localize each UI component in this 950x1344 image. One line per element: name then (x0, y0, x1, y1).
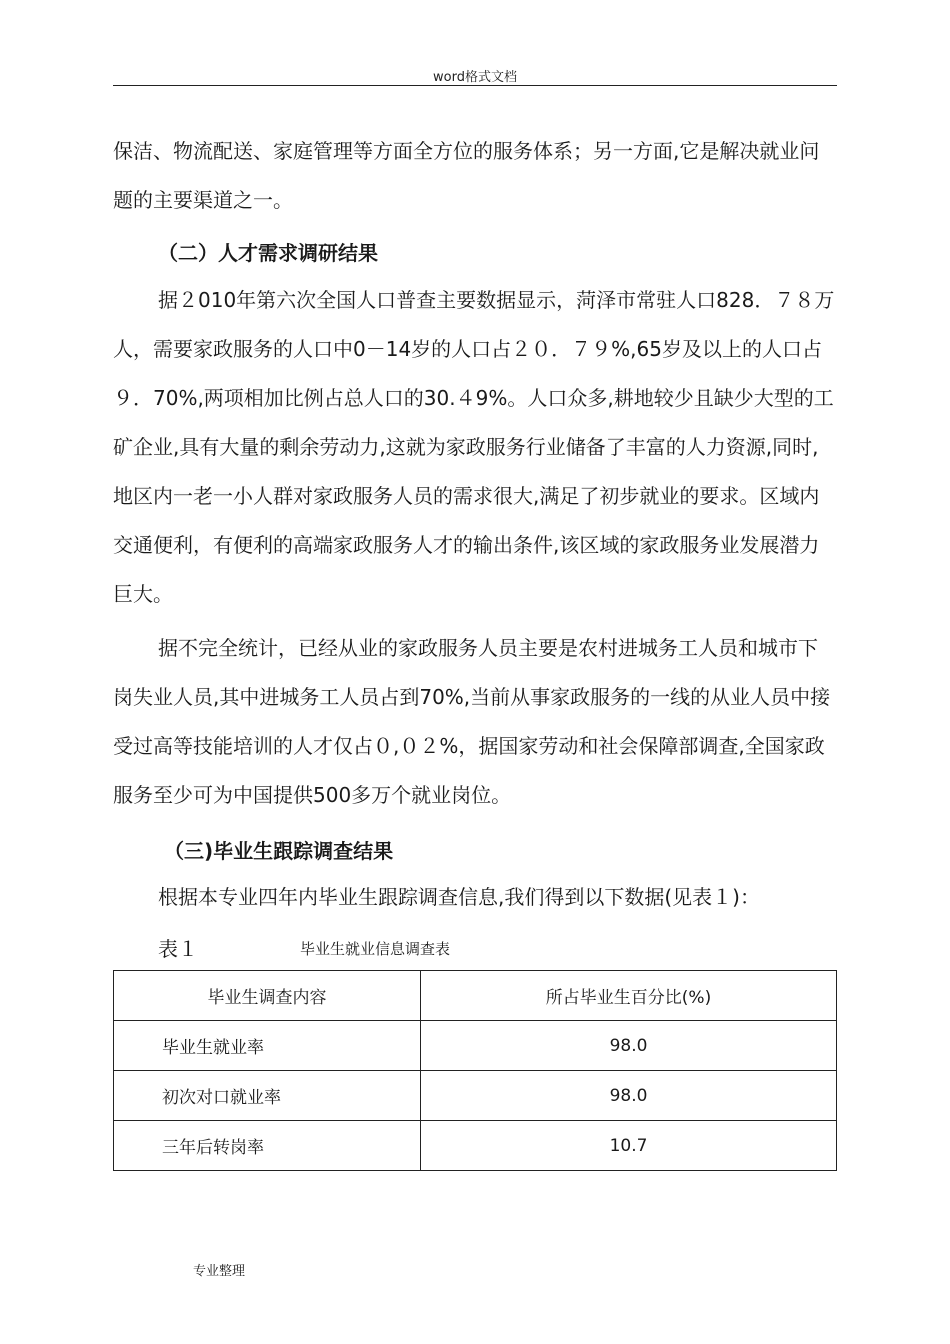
table-row (114, 1121, 837, 1171)
paragraph-2: 据２010年第六次全国人口普查主要数据显示，菏泽市常驻人口828．７８万人，需要家政服务的人口中0－14岁的人口占２０．７９%,65岁及以上的人口占９．70%,两项相加比例占总人口的30.４9%。人口众多,耕地较少且缺少大型的工矿企业,具有大量的剩余劳动力,这就为家政服务行业储备了丰富的人力资源,同时,地区内一老一小人群对家政服务人员的需求很大,满足了初步就业的要求。区域内交通便利，有便利的高端家政服务人才的输出条件,该区域的家政服务业发展潜力巨大。 (113, 288, 835, 606)
table-caption: 表１ (158, 937, 198, 961)
paragraph-4: 根据本专业四年内毕业生跟踪调查信息,我们得到以下数据(见表１)： (158, 885, 760, 909)
table-row (114, 1021, 837, 1071)
page-header: word格式文档 (433, 70, 517, 85)
column-header: 所占毕业生百分比(%) (421, 971, 837, 1021)
table-cell: 初次对口就业率 (114, 1071, 421, 1121)
table-row (114, 1071, 837, 1121)
paragraph-1: 保洁、物流配送、家庭管理等方面全方位的服务体系；另一方面,它是解决就业问题的主要渠道之一。 (113, 139, 820, 212)
table-cell: 98.0 (421, 1071, 837, 1121)
table-cell: 98.0 (421, 1021, 837, 1071)
table-cell: 三年后转岗率 (114, 1121, 421, 1171)
table-cell: 毕业生就业率 (114, 1021, 421, 1071)
section-heading-3: （三)毕业生跟踪调查结果 (164, 839, 394, 863)
paragraph-3: 据不完全统计，已经从业的家政服务人员主要是农村进城务工人员和城市下岗失业人员,其中进城务工人员占到70%,当前从事家政服务的一线的从业人员中接受过高等技能培训的人才仅占０,０２%，据国家劳动和社会保障部调查,全国家政服务至少可为中国提供500多万个就业岗位。 (113, 636, 831, 807)
header-rule (113, 85, 837, 86)
employment-table (113, 970, 837, 1171)
column-header: 毕业生调查内容 (114, 971, 421, 1021)
section-heading-2: （二）人才需求调研结果 (158, 241, 378, 265)
table-header-row (114, 971, 837, 1021)
page-footer: 专业整理 (193, 1264, 246, 1279)
table-title: 毕业生就业信息调查表 (300, 940, 451, 958)
table-cell: 10.7 (421, 1121, 837, 1171)
